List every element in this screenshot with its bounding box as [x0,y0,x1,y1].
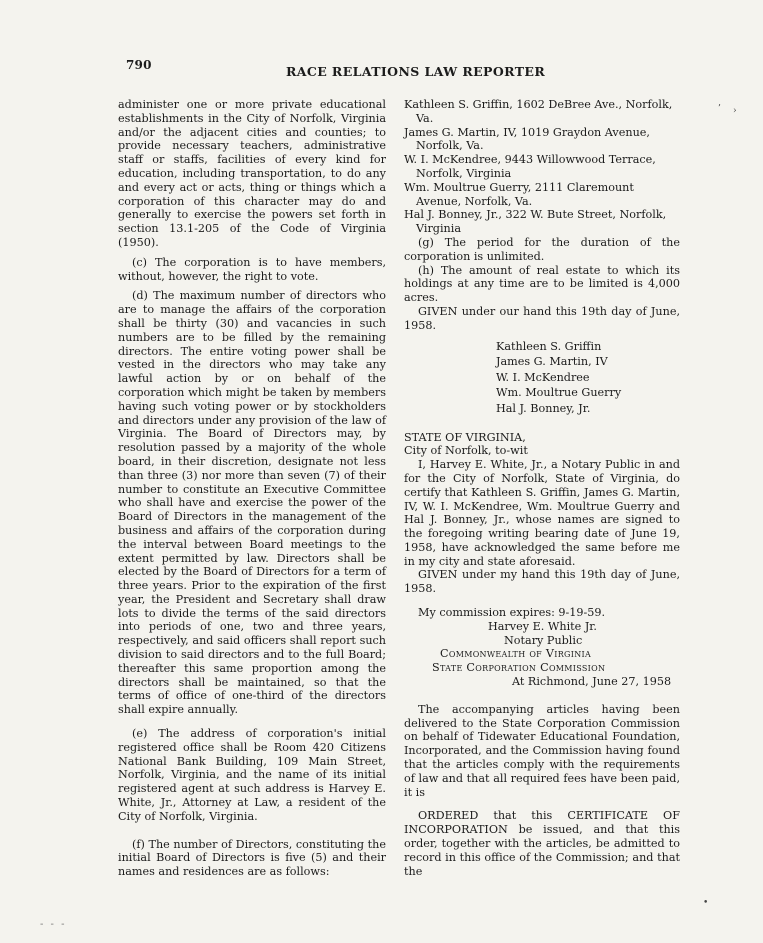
notary-paragraph: I, Harvey E. White, Jr., a Notary Public in and for the City of Norfolk, State of Virginia, do certify that Kathleen S. Griffin, James G. Martin, IV, W. I. McKendree, Wm. Moultrue Guerry and Hal J. Bonney, Jr., whose names are signed to the foregoing writing bearing date of June 19, 1958, have acknowledged the same before me in my city and state aforesaid. [404,458,680,568]
director-entry: James G. Martin, IV, 1019 Graydon Avenue, Norfolk, Va. [404,125,650,153]
signature-line: Hal J. Bonney, Jr. [496,401,591,415]
page-number: 790 [126,58,152,72]
director-entry: Kathleen S. Griffin, 1602 DeBree Ave., Norfolk, Va. [404,98,673,125]
director-entry: W. I. McKendree, 9443 Willowwood Terrace, Norfolk, Virginia [404,153,656,180]
given-under-my-hand: GIVEN under my hand this 19th day of June, 1958. [404,568,680,596]
state-heading: STATE OF VIRGINIA, [404,430,526,444]
paragraph-h: (h) The amount of real estate to which its holdings at any time are to be limited is 4,000 acres. [404,263,680,305]
signature-line: Kathleen S. Griffin [496,339,602,353]
signature-line: W. I. McKendree [496,370,590,384]
notary-name: Harvey E. White Jr. [488,619,597,633]
left-column [118,98,386,879]
commonwealth-heading: Commonwealth of Virginia [440,647,592,661]
paragraph-d: (d) The maximum number of directors who are to manage the affairs of the corporation shall be thirty (30) and vacancies in such numbers are to be filled by the remaining directors. The entire voting power shall be vested in the directors who may take any lawful action by or on behalf of the corporation which might be taken by members having such voting power or by stockholders and directors under any provision of the law of Virginia. The Board of Directors may, by resolution passed by a majority of the whole board, in their discretion, designate not less than three (3) nor more than seven (7) of their number to constitute an Executive Committee who shall have and exercise the power of the Board of Directors in the management of the business and affairs of the corporation during the interval between Board meetings to the extent permitted by law. Directors shall be elected by the Board of Directors for a term of three years. Prior to the expiration of the first year, the President and Secretary shall draw lots to divide the terms of the said directors into periods of one, two and three years, respectively, and said officers shall report such division to said directors and to the full Board; thereafter this same proportion among the directors shall be maintained, so that the terms of office of one-third of the directors shall expire annually. [118,289,386,717]
signature-block [404,339,680,417]
scan-speck: › [733,106,737,116]
given-under-our-hand: GIVEN under our hand this 19th day of June, 1958. [404,304,680,332]
director-entry: Wm. Moultrue Guerry, 2111 Claremount Avenue, Norfolk, Va. [404,180,634,208]
ordered-paragraph: ORDERED that this CERTIFICATE OF INCORPORATION be issued, and that this order, together with the articles, be admitted to record in this office of the Commission; and that the [404,809,680,878]
state-commission-heading: State Corporation Commission [432,661,606,675]
signature-line: James G. Martin, IV [496,355,608,369]
director-entry: Hal J. Bonney, Jr., 322 W. Bute Street, Norfolk, Virginia [404,208,667,236]
intro-paragraph: administer one or more private educational establishments in the City of Norfolk, Virginia and/or the adjacent cities and counties; to provide necessary teachers, administrative staff or staffs, facilities of every kind for education, including transportation, to do any and every act or acts, thing or things which a corporation of this character may do and generally to exercise the powers set forth in section 13.1-205 of the Code of Virginia (1950). [118,98,386,249]
richmond-date: At Richmond, June 27, 1958 [512,675,672,689]
notary-block [404,606,680,689]
paragraph-g: (g) The period for the duration of the corporation is unlimited. [404,235,680,263]
scan-speck: ’ [718,104,721,114]
signature-line: Wm. Moultrue Guerry [496,386,622,400]
scan-edge-marks: - - - [40,919,67,930]
paragraph-e: (e) The address of corporation's initial registered office shall be Room 420 Citizens National Bank Building, 109 Main Street, Norfolk, Virginia, and the name of its initial registered agent at such address is Harvey E. White, Jr., Attorney at Law, a resident of the City of Norfolk, Virginia. [118,727,386,823]
city-line: City of Norfolk, to-wit [404,444,528,458]
scan-speck: • [703,898,709,908]
commission-expires: My commission expires: 9-19-59. [418,606,606,620]
accompanying-paragraph: The accompanying articles having been delivered to the State Corporation Commission on behalf of Tidewater Educational Foundation, Incorporated, and the Commission having found that the articles comply with the requirements of law and that all required fees have been paid, it is [404,702,680,799]
paragraph-c: (c) The corporation is to have members, without, however, the right to vote. [118,255,386,283]
right-column [404,98,680,878]
directors-list [404,98,680,236]
notary-title: Notary Public [504,633,583,647]
running-head: RACE RELATIONS LAW REPORTER [286,64,546,79]
paragraph-f: (f) The number of Directors, constituting the initial Board of Directors is five (5) and their names and residences are as follows: [118,837,386,879]
